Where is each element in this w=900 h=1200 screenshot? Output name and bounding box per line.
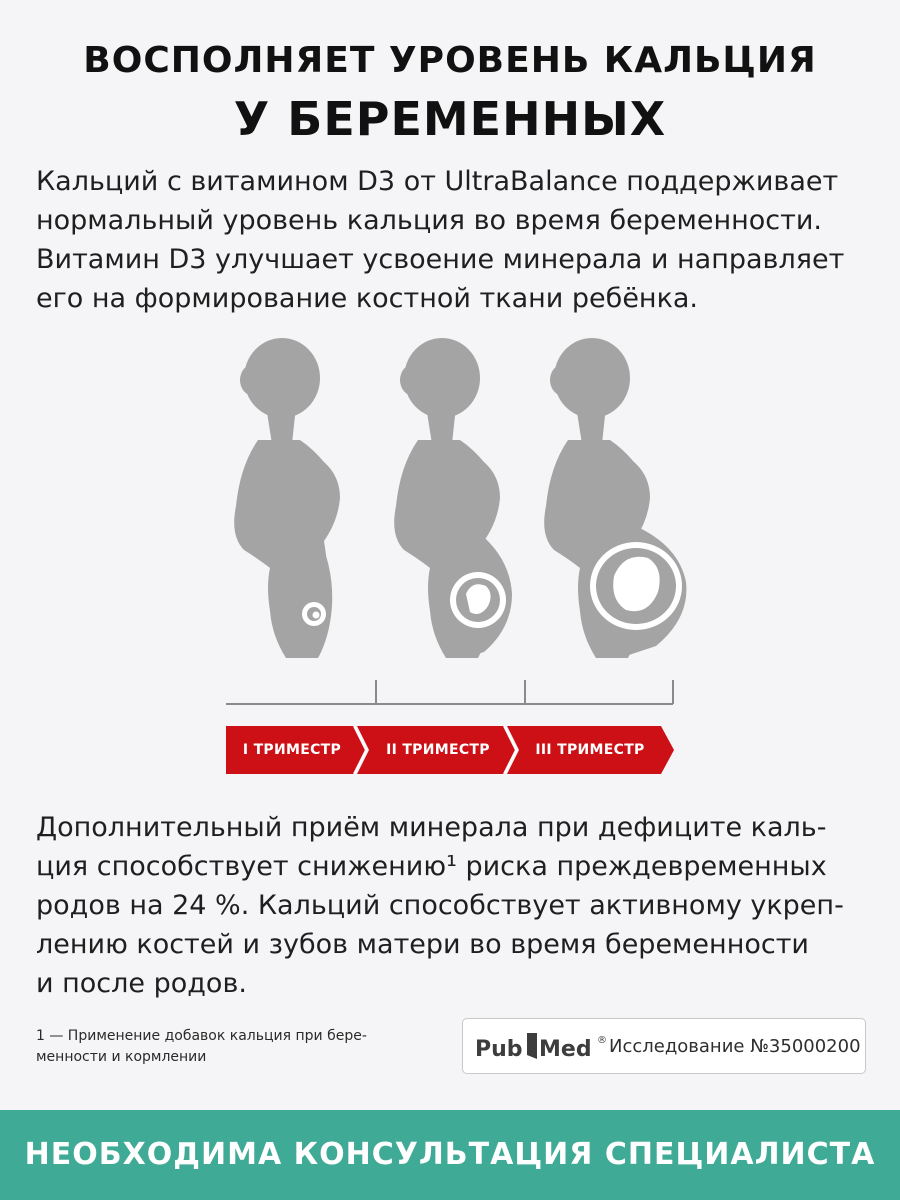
registered-mark: ®	[597, 1035, 607, 1046]
pubmed-book-icon	[527, 1033, 537, 1059]
footnote-line: 1 — Применение добавок кальция при бере-	[36, 1028, 367, 1044]
figure-trimester-3	[544, 338, 686, 658]
pubmed-reference	[462, 1018, 866, 1074]
footnote	[36, 1026, 436, 1068]
trimester-label-1: I ТРИМЕСТР	[242, 742, 342, 758]
heading-line-1: ВОСПОЛНЯЕТ УРОВЕНЬ КАЛЬЦИЯ	[83, 40, 817, 81]
trimester-label-3: III ТРИМЕСТР	[535, 742, 645, 758]
consultation-banner	[0, 1110, 900, 1200]
trimester-label-2: II ТРИМЕСТР	[386, 742, 490, 758]
figure-trimester-2	[394, 338, 512, 658]
intro-line: его на формирование костной ткани ребёнка.	[36, 283, 699, 314]
footnote-line: менности и кормлении	[36, 1049, 207, 1065]
intro-line: Кальций с витамином D3 от UltraBalance поддерживает	[36, 166, 839, 197]
body-line: ция способствует снижению¹ риска преждевременных	[36, 851, 827, 882]
pubmed-logo	[475, 1029, 611, 1065]
intro-line: Витамин D3 улучшает усвоение минерала и направляет	[36, 244, 845, 275]
body-line: родов на 24 %. Кальций способствует активному укреп-	[36, 890, 844, 921]
pubmed-logo-med: Med	[539, 1037, 592, 1062]
heading-line-2: У БЕРЕМЕННЫХ	[233, 92, 667, 146]
body-line: и после родов.	[36, 968, 247, 999]
trimester-timeline	[226, 676, 676, 706]
body-line: Дополнительный приём минерала при дефиците каль-	[36, 812, 827, 843]
pubmed-logo-pub: Pub	[475, 1037, 523, 1062]
body-paragraph	[36, 808, 866, 1003]
intro-paragraph	[36, 162, 866, 318]
figure-trimester-1	[234, 338, 340, 658]
body-line: лению костей и зубов матери во время беременности	[36, 929, 809, 960]
pregnancy-silhouettes	[200, 336, 700, 676]
intro-line: нормальный уровень кальция во время беременности.	[36, 205, 822, 236]
study-number: Исследование №35000200	[609, 1036, 861, 1057]
banner-text: НЕОБХОДИМА КОНСУЛЬТАЦИЯ СПЕЦИАЛИСТА	[24, 1137, 876, 1172]
trimester-stages	[226, 726, 676, 774]
